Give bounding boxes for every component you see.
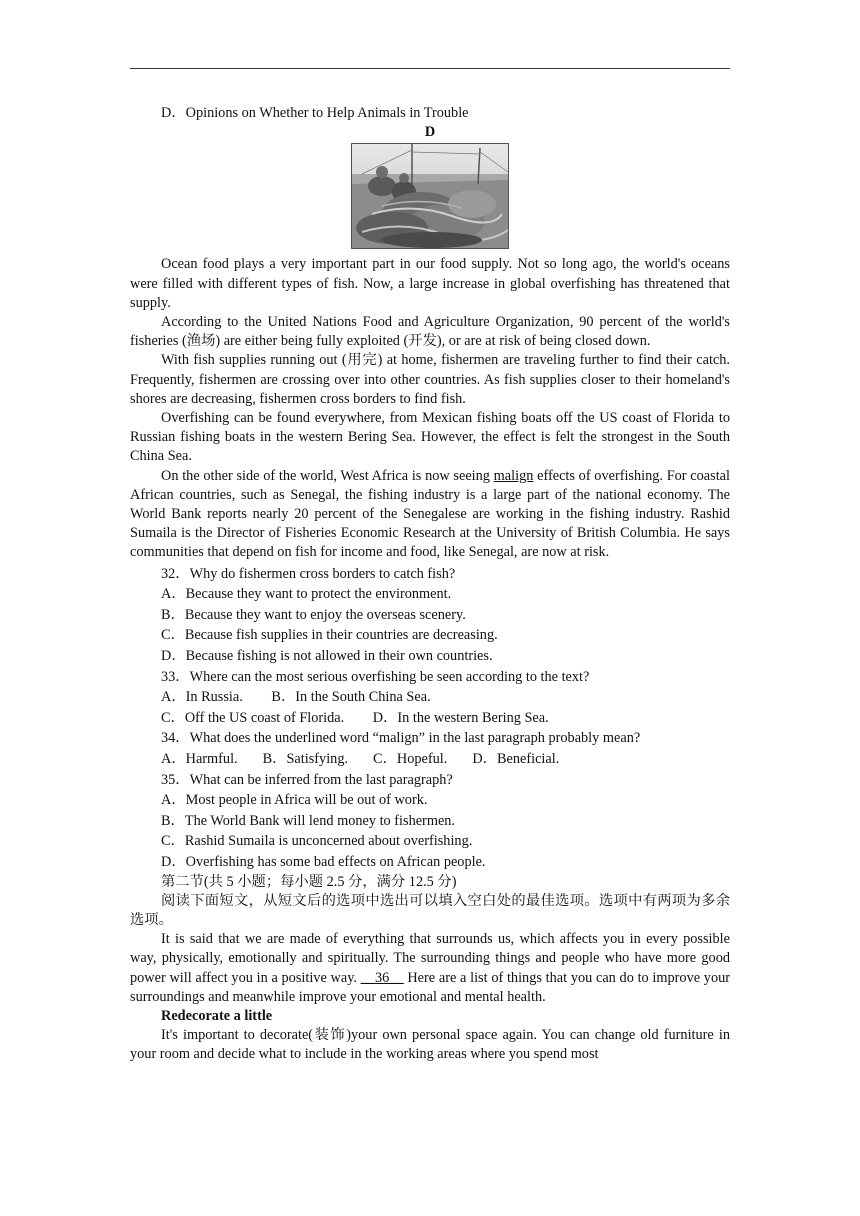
question-35-option-d: D．Overfishing has some bad effects on African people.: [161, 853, 486, 870]
question-33-options-cd: C．Off the US coast of Florida. D．In the western Bering Sea.: [161, 709, 549, 726]
document-page: [130, 104, 730, 1065]
underlined-word-malign: malign: [493, 467, 534, 484]
question-32-option-d: D．Because fishing is not allowed in their own countries.: [161, 648, 493, 665]
fishing-boat-photo: [351, 143, 509, 249]
question-33: 33．Where can the most serious overfishing be seen according to the text?: [161, 668, 590, 685]
section-2-paragraph-1-start: It is said that we are made of everything that surrounds us, which affects you in every possible way, physically, emotionally and spiritually. The surrounding things and people who have more good power will affect you in a positive way.: [130, 931, 730, 986]
passage-paragraph-3: With fish supplies running out (用完) at home, fishermen are traveling further to find their catch. Frequently, fishermen are crossing over into other countries. As fish supplies closer to their homeland's shores are decreasing, fishermen cross borders to find fish.: [130, 352, 730, 407]
section-2-heading: 第二节(共 5 小题；每小题 2.5 分，满分 12.5 分): [161, 873, 457, 890]
question-34: 34．What does the underlined word “malign” in the last paragraph probably mean?: [161, 730, 641, 747]
question-33-options-ab: A．In Russia. B．In the South China Sea.: [161, 689, 431, 706]
passage-paragraph-2: According to the United Nations Food and Agriculture Organization, 90 percent of the world's fisheries (渔场) are either being fully exploited (开发), or are at risk of being closed down.: [130, 314, 730, 350]
question-32: 32．Why do fishermen cross borders to catch fish?: [161, 565, 456, 582]
section-2-instructions: 阅读下面短文，从短文后的选项中选出可以填入空白处的最佳选项。选项中有两项为多余选项。: [130, 892, 730, 928]
question-35-option-b: B．The World Bank will lend money to fishermen.: [161, 812, 456, 829]
paragraph-5-start: On the other side of the world, West Africa is now seeing: [161, 467, 494, 484]
question-32-option-b: B．Because they want to enjoy the overseas scenery.: [161, 606, 466, 623]
paragraph-5-end: effects of overfishing. For coastal African countries, such as Senegal, the fishing industry is a large part of the national economy. The World Bank reports nearly 20 percent of the Senegalese are working in the fishing industry. Rashid Sumaila is the Director of Fisheries Economic Research at the University of British Columbia. He says communities that depend on fish for income and food, like Senegal, are now at risk.: [130, 467, 730, 561]
question-35: 35．What can be inferred from the last paragraph?: [161, 771, 453, 788]
passage-paragraph-1: Ocean food plays a very important part in our food supply. Not so long ago, the world's oceans were filled with different types of fish. Now, a large increase in global overfishing has threatened that supply.: [130, 256, 730, 311]
section-2-paragraph-1: [130, 930, 730, 1007]
blank-36: __36__: [360, 969, 404, 986]
passage-letter: D: [424, 124, 436, 141]
question-35-option-a: A．Most people in Africa will be out of work.: [161, 792, 428, 809]
question-35-option-c: C．Rashid Sumaila is unconcerned about overfishing.: [161, 833, 473, 850]
section-2-subheading: Redecorate a little: [161, 1007, 273, 1024]
photo-container: [130, 143, 730, 255]
header-rule: [130, 68, 730, 69]
passage-paragraph-4: Overfishing can be found everywhere, from Mexican fishing boats off the US coast of Florida to Russian fishing boats in the western Bering Sea. However, the effect is felt the strongest in the South China Sea.: [130, 410, 730, 465]
previous-option-d: D．Opinions on Whether to Help Animals in Trouble: [161, 105, 469, 121]
passage-paragraph-5: [130, 467, 730, 563]
question-32-option-c: C．Because fish supplies in their countries are decreasing.: [161, 627, 498, 644]
question-32-option-a: A．Because they want to protect the environment.: [161, 586, 452, 603]
section-2-paragraph-2: It's important to decorate(装饰)your own personal space again. You can change old furniture in your room and decide what to include in the working areas where you spend most: [130, 1027, 730, 1063]
section-2-paragraph-1-end: Here are a list of things that you can do to improve your surroundings and meanwhile improve your emotional and mental health.: [130, 969, 731, 1005]
question-34-options: A．Harmful. B．Satisfying. C．Hopeful. D．Beneficial.: [161, 751, 560, 767]
